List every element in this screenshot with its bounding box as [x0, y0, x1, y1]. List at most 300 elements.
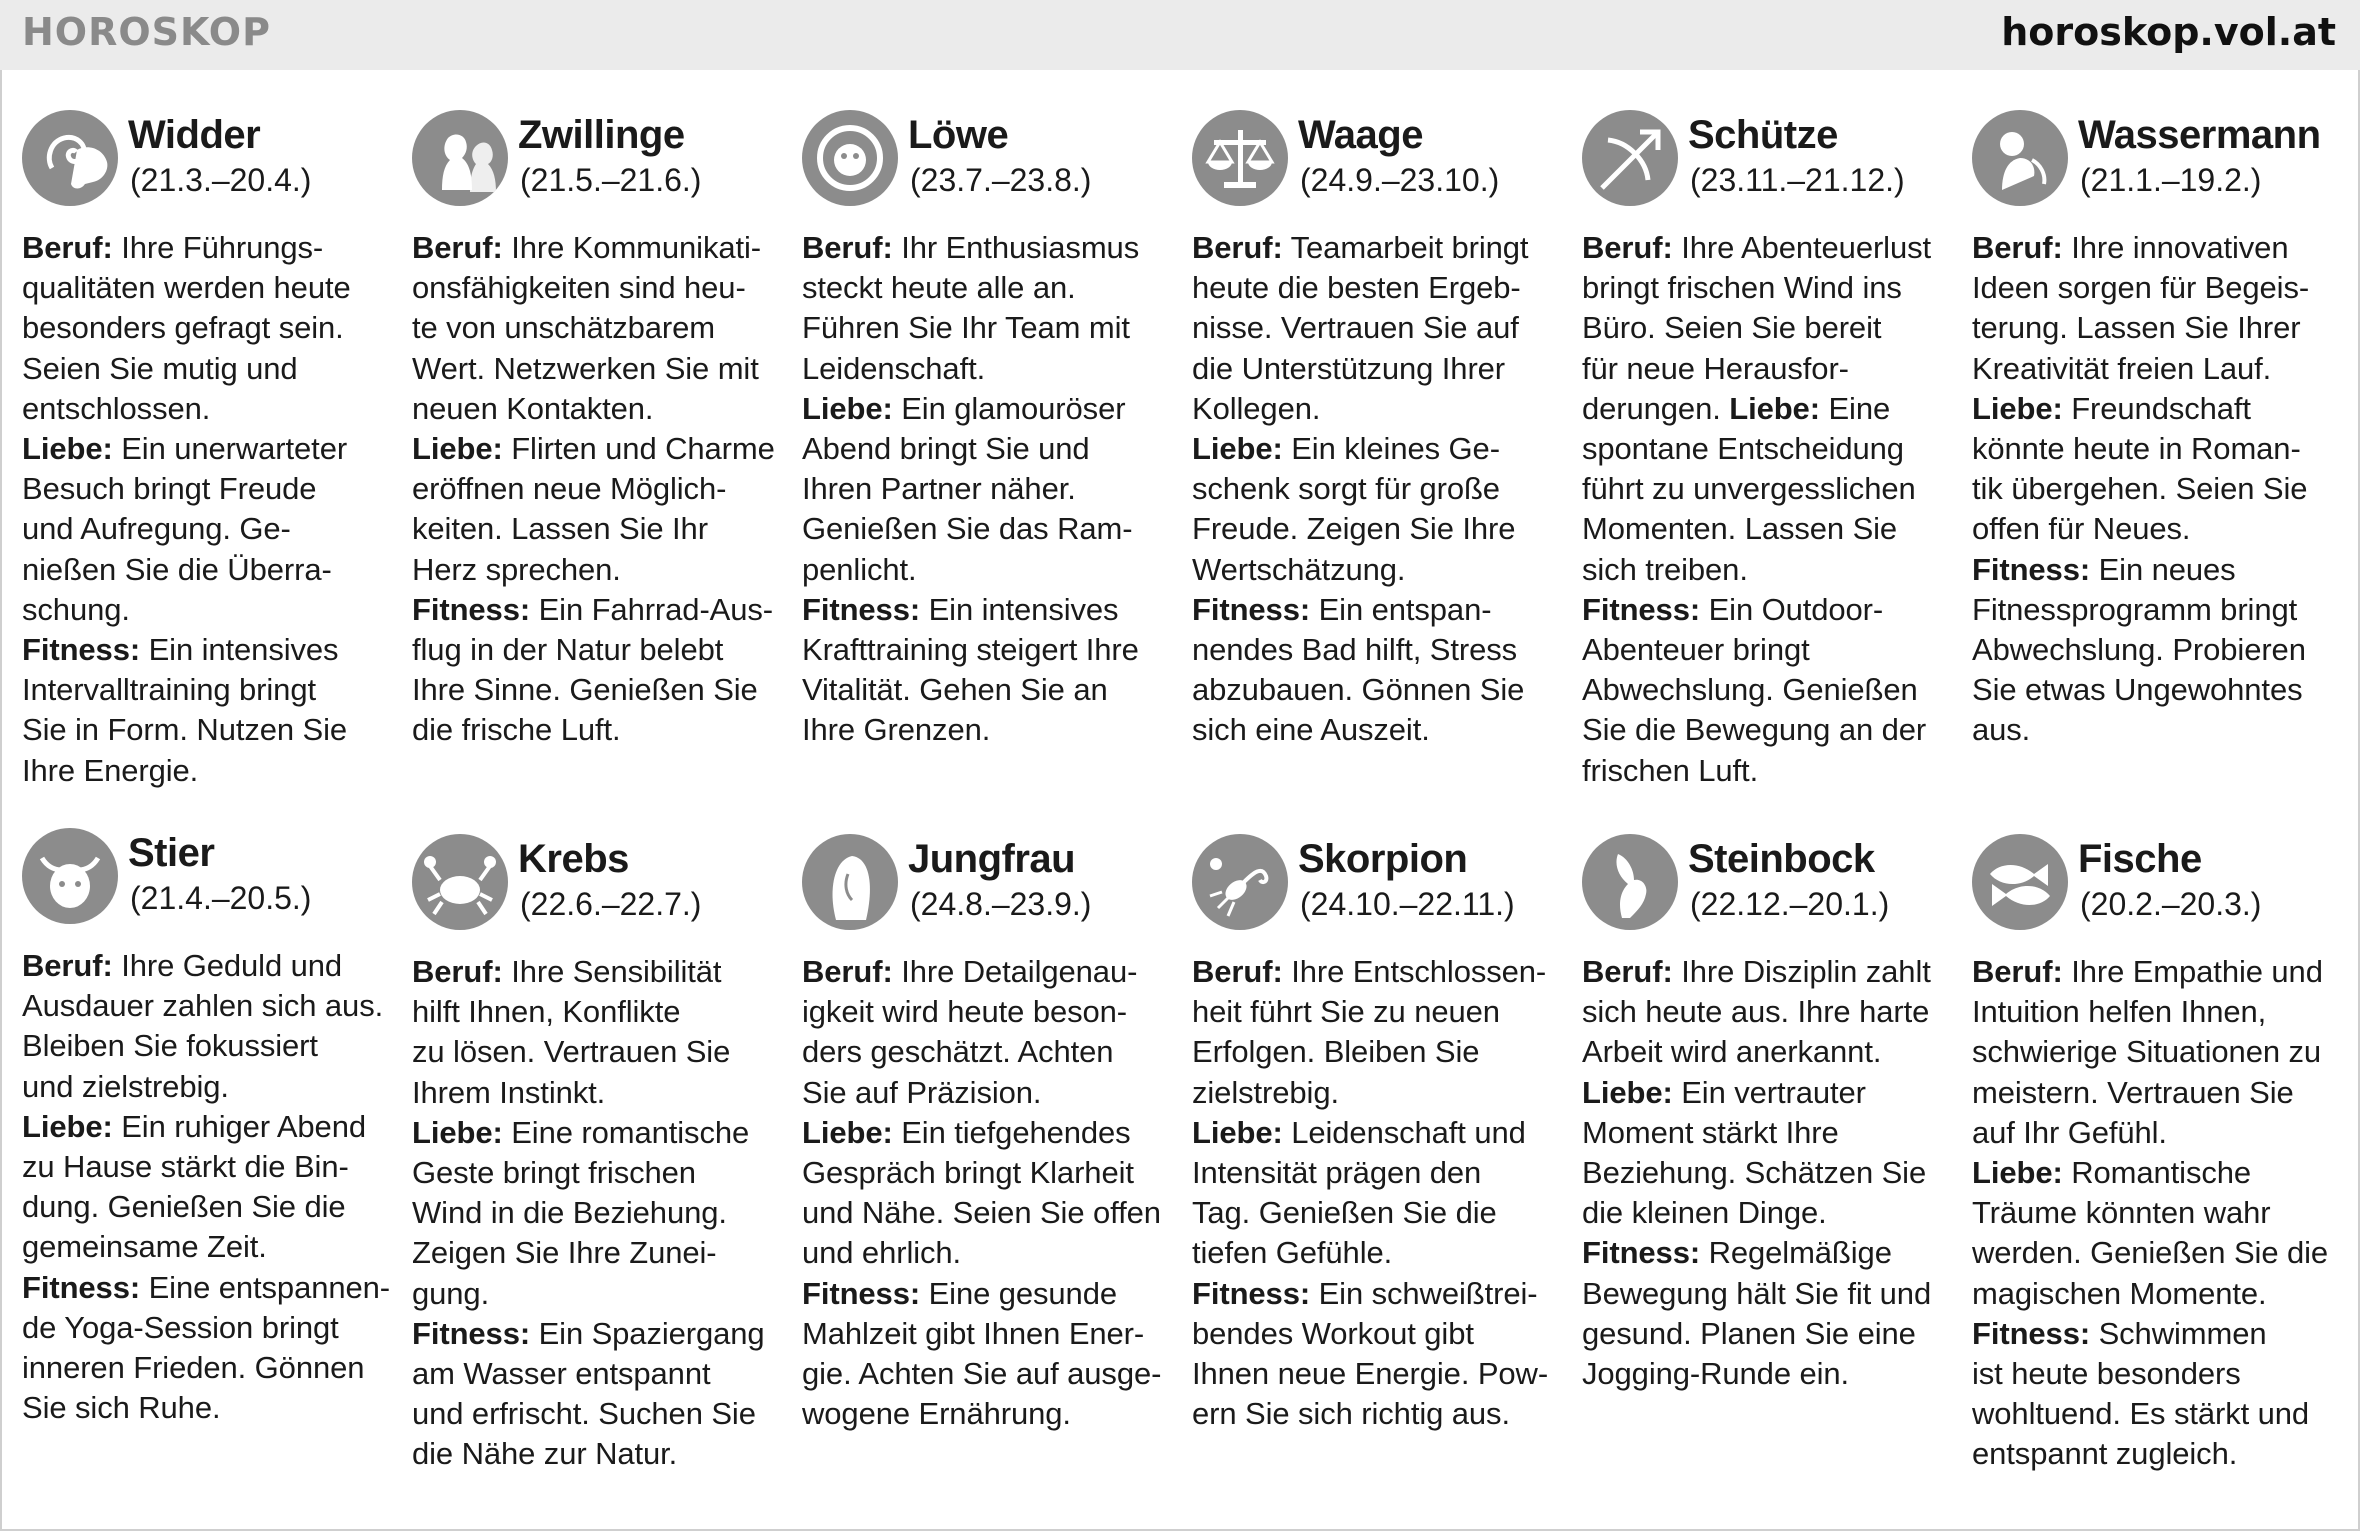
- text-segment: nisse. Vertrauen Sie auf: [1192, 310, 1519, 346]
- text-line: [412, 952, 782, 992]
- text-line: [802, 1032, 1172, 1072]
- text-segment: Leidenschaft.: [802, 350, 986, 386]
- text-line: [1972, 1153, 2342, 1193]
- text-line: [802, 550, 1172, 590]
- archer-icon: [1582, 110, 1678, 206]
- text-segment: Herz sprechen.: [412, 551, 621, 587]
- text-line: [1972, 1434, 2342, 1474]
- text-line: [22, 1067, 392, 1107]
- sign-name: Wassermann: [2078, 113, 2321, 157]
- text-line: [1972, 1354, 2342, 1394]
- text-segment: Ein tiefgehendes: [892, 1114, 1131, 1150]
- text-segment: Ihren Partner näher.: [802, 471, 1076, 507]
- text-line: [802, 590, 1172, 630]
- text-segment: qualitäten werden heute: [22, 270, 351, 306]
- text-segment: Moment stärkt Ihre: [1582, 1114, 1839, 1150]
- sign-dates: (24.10.–22.11.): [1300, 886, 1515, 922]
- text-segment: gie. Achten Sie auf ausge-: [802, 1356, 1162, 1392]
- text-segment: am Wasser entspannt: [412, 1356, 711, 1392]
- text-line: [412, 469, 782, 509]
- text-segment: Ihre Abenteuerlust: [1672, 230, 1932, 265]
- text-line: [1582, 710, 1952, 750]
- sign-dates: (24.9.–23.10.): [1300, 162, 1500, 198]
- sign-text: [22, 946, 392, 1428]
- text-segment: Erfolgen. Bleiben Sie: [1192, 1034, 1480, 1070]
- text-segment: Ein intensives: [140, 632, 339, 668]
- sign-text: [802, 952, 1172, 1434]
- text-line: [802, 630, 1172, 670]
- text-segment: tiefen Gefühle.: [1192, 1235, 1393, 1271]
- text-line: [412, 670, 782, 710]
- text-segment: Geste bringt frischen: [412, 1155, 696, 1191]
- text-segment: frischen Luft.: [1582, 752, 1759, 788]
- text-segment: Intuition helfen Ihnen,: [1972, 994, 2267, 1030]
- text-segment: abzubauen. Gönnen Sie: [1192, 672, 1525, 708]
- text-line: [22, 228, 392, 268]
- text-segment: Ein neues: [2090, 551, 2236, 587]
- text-line: [1972, 710, 2342, 750]
- text-segment: Ihr Enthusiasmus: [892, 230, 1140, 265]
- sign-text: [1582, 228, 1952, 791]
- category-label: Liebe:: [412, 1114, 503, 1150]
- text-line: [1582, 1274, 1952, 1314]
- text-line: [1972, 590, 2342, 630]
- text-segment: Besuch bringt Freude: [22, 471, 317, 507]
- text-segment: Seien Sie mutig und: [22, 350, 298, 386]
- text-segment: könnte heute in Roman-: [1972, 431, 2301, 467]
- text-segment: ist heute besonders: [1972, 1356, 2241, 1392]
- text-line: [22, 1388, 392, 1428]
- text-segment: Flirten und Charme: [502, 431, 775, 467]
- text-line: [412, 992, 782, 1032]
- category-label: Liebe:: [802, 390, 893, 426]
- sign-name: Zwillinge: [518, 113, 685, 157]
- text-segment: Ihre Grenzen.: [802, 712, 991, 748]
- category-label: Liebe:: [412, 431, 503, 467]
- sign-name: Steinbock: [1688, 837, 1875, 881]
- text-line: [1192, 308, 1562, 348]
- text-segment: Beziehung. Schätzen Sie: [1582, 1155, 1927, 1191]
- text-line: [22, 1187, 392, 1227]
- text-segment: Ihre Führungs-: [112, 230, 324, 265]
- text-segment: gesund. Planen Sie eine: [1582, 1315, 1916, 1351]
- text-line: [412, 228, 782, 268]
- text-line: [1972, 1032, 2342, 1072]
- sign-dates: (21.5.–21.6.): [520, 162, 702, 198]
- text-line: [22, 1026, 392, 1066]
- text-line: [1582, 469, 1952, 509]
- text-line: [412, 389, 782, 429]
- text-segment: Tag. Genießen Sie die: [1192, 1195, 1497, 1231]
- text-segment: te von unschätzbarem: [412, 310, 716, 346]
- text-line: [1972, 1314, 2342, 1354]
- text-line: [22, 751, 392, 791]
- text-line: [802, 1073, 1172, 1113]
- text-line: [1582, 308, 1952, 348]
- text-segment: Freundschaft: [2062, 390, 2251, 426]
- text-segment: eröffnen neue Möglich-: [412, 471, 727, 507]
- text-segment: Ihre innovativen: [2062, 230, 2289, 265]
- text-line: [1972, 630, 2342, 670]
- text-line: [1192, 389, 1562, 429]
- text-segment: Abend bringt Sie und: [802, 431, 1090, 467]
- category-label: Fitness:: [1972, 551, 2091, 587]
- text-line: [22, 1348, 392, 1388]
- category-label: Fitness:: [412, 1315, 531, 1351]
- text-segment: onsfähigkeiten sind heu-: [412, 270, 746, 306]
- text-segment: Eine gesunde: [920, 1275, 1117, 1311]
- text-line: [1192, 1354, 1562, 1394]
- category-label: Beruf:: [1972, 954, 2063, 989]
- text-line: [1582, 429, 1952, 469]
- category-label: Beruf:: [1972, 230, 2063, 265]
- category-label: Liebe:: [1729, 390, 1820, 426]
- text-line: [802, 1274, 1172, 1314]
- text-line: [22, 590, 392, 630]
- text-segment: wohltuend. Es stärkt und: [1972, 1396, 2310, 1432]
- text-segment: und ehrlich.: [802, 1235, 962, 1271]
- text-segment: Ausdauer zahlen sich aus.: [22, 988, 384, 1024]
- text-segment: tik übergehen. Seien Sie: [1972, 471, 2308, 507]
- sign-dates: (21.3.–20.4.): [130, 162, 312, 198]
- text-line: [412, 1032, 782, 1072]
- text-line: [1192, 228, 1562, 268]
- text-segment: Sie sich Ruhe.: [22, 1390, 221, 1426]
- text-segment: gung.: [412, 1275, 490, 1311]
- text-line: [1192, 1314, 1562, 1354]
- text-segment: werden. Genießen Sie die: [1972, 1235, 2329, 1271]
- text-segment: Romantische: [2062, 1155, 2252, 1191]
- text-line: [1972, 952, 2342, 992]
- text-segment: besonders gefragt sein.: [22, 310, 344, 346]
- category-label: Fitness:: [412, 591, 531, 627]
- text-line: [802, 710, 1172, 750]
- text-line: [412, 308, 782, 348]
- text-segment: Ein kleines Ge-: [1282, 431, 1500, 467]
- text-line: [802, 1113, 1172, 1153]
- text-line: [1582, 228, 1952, 268]
- twins-icon: [412, 110, 508, 206]
- text-segment: penlicht.: [802, 551, 917, 587]
- text-line: [1192, 429, 1562, 469]
- text-line: [412, 509, 782, 549]
- sign-name: Waage: [1298, 113, 1423, 157]
- crab-icon: [412, 834, 508, 930]
- category-label: Beruf:: [1582, 954, 1673, 989]
- text-segment: und erfrischt. Suchen Sie: [412, 1396, 756, 1432]
- text-segment: Krafttraining steigert Ihre: [802, 632, 1139, 668]
- text-line: [412, 268, 782, 308]
- text-segment: Fitnessprogramm bringt: [1972, 591, 2298, 627]
- sign-name: Widder: [128, 113, 261, 157]
- text-segment: entspannt zugleich.: [1972, 1436, 2238, 1472]
- text-segment: zu lösen. Vertrauen Sie: [412, 1034, 731, 1070]
- text-line: [1582, 630, 1952, 670]
- category-label: Fitness:: [802, 1275, 921, 1311]
- category-label: Fitness:: [802, 591, 921, 627]
- text-line: [22, 946, 392, 986]
- text-line: [1972, 509, 2342, 549]
- text-line: [802, 429, 1172, 469]
- text-segment: keiten. Lassen Sie Ihr: [412, 511, 708, 547]
- sign-text: [1972, 228, 2342, 751]
- text-line: [412, 1434, 782, 1474]
- category-label: Fitness:: [22, 1269, 141, 1305]
- text-segment: Ihre Sensibilität: [502, 954, 722, 989]
- category-label: Beruf:: [412, 954, 503, 989]
- text-segment: ern Sie sich richtig aus.: [1192, 1396, 1510, 1432]
- text-segment: Sie auf Präzision.: [802, 1074, 1042, 1110]
- text-segment: Ein Outdoor-: [1700, 591, 1884, 627]
- text-line: [1972, 670, 2342, 710]
- text-line: [802, 992, 1172, 1032]
- text-segment: Leidenschaft und: [1282, 1114, 1526, 1150]
- text-line: [22, 670, 392, 710]
- sign-dates: (20.2.–20.3.): [2080, 886, 2262, 922]
- sign-name: Fische: [2078, 837, 2202, 881]
- text-segment: die Unterstützung Ihrer: [1192, 350, 1506, 386]
- text-line: [1582, 670, 1952, 710]
- text-line: [22, 1268, 392, 1308]
- text-line: [22, 469, 392, 509]
- category-label: Beruf:: [802, 954, 893, 989]
- text-segment: Ihre Energie.: [22, 752, 199, 788]
- text-segment: Teamarbeit bringt: [1282, 230, 1529, 265]
- text-line: [1582, 1354, 1952, 1394]
- text-segment: Regelmäßige: [1700, 1235, 1892, 1271]
- sign-text: [1972, 952, 2342, 1475]
- text-line: [1192, 1032, 1562, 1072]
- text-segment: wogene Ernährung.: [802, 1396, 1071, 1432]
- text-line: [1192, 952, 1562, 992]
- category-label: Liebe:: [1972, 390, 2063, 426]
- text-segment: Genießen Sie das Ram-: [802, 511, 1133, 547]
- text-segment: Ihre Entschlossen-: [1282, 954, 1547, 989]
- text-line: [1582, 1073, 1952, 1113]
- text-segment: Intervalltraining bringt: [22, 672, 316, 708]
- sign-name: Stier: [128, 831, 215, 875]
- category-label: Beruf:: [22, 948, 113, 983]
- text-segment: Ideen sorgen für Begeis-: [1972, 270, 2310, 306]
- text-line: [1192, 590, 1562, 630]
- text-segment: und Aufregung. Ge-: [22, 511, 291, 547]
- text-segment: ders geschätzt. Achten: [802, 1034, 1114, 1070]
- text-line: [22, 308, 392, 348]
- category-label: Fitness:: [1582, 1235, 1701, 1271]
- water-bearer-icon: [1972, 110, 2068, 206]
- text-segment: Intensität prägen den: [1192, 1155, 1482, 1191]
- text-line: [1582, 550, 1952, 590]
- text-line: [802, 1233, 1172, 1273]
- text-segment: Wind in die Beziehung.: [412, 1195, 727, 1231]
- text-line: [1972, 1113, 2342, 1153]
- category-label: Liebe:: [802, 1114, 893, 1150]
- text-segment: schenk sorgt für große: [1192, 471, 1500, 507]
- text-segment: Ihre Disziplin zahlt: [1672, 954, 1931, 989]
- text-line: [1582, 389, 1952, 429]
- sign-dates: (24.8.–23.9.): [910, 886, 1092, 922]
- text-line: [802, 308, 1172, 348]
- text-segment: aus.: [1972, 712, 2031, 748]
- sign-name: Krebs: [518, 837, 629, 881]
- category-label: Liebe:: [22, 1108, 113, 1144]
- text-line: [1192, 469, 1562, 509]
- text-line: [802, 1193, 1172, 1233]
- text-segment: führt zu unvergesslichen: [1582, 471, 1916, 507]
- text-line: [1192, 268, 1562, 308]
- text-line: [802, 349, 1172, 389]
- text-segment: die frische Luft.: [412, 712, 621, 748]
- text-segment: Eine romantische: [502, 1114, 750, 1150]
- text-line: [1192, 992, 1562, 1032]
- text-line: [1582, 952, 1952, 992]
- sign-dates: (23.7.–23.8.): [910, 162, 1092, 198]
- text-segment: Jogging-Runde ein.: [1582, 1356, 1850, 1392]
- sign-name: Jungfrau: [908, 837, 1076, 881]
- text-line: [1972, 349, 2342, 389]
- text-line: [22, 389, 392, 429]
- text-line: [22, 1227, 392, 1267]
- text-line: [22, 268, 392, 308]
- text-line: [1582, 1193, 1952, 1233]
- sign-text: [1192, 952, 1562, 1434]
- text-line: [1582, 1153, 1952, 1193]
- text-segment: Eine entspannen-: [140, 1269, 390, 1305]
- text-segment: meistern. Vertrauen Sie: [1972, 1074, 2294, 1110]
- text-line: [1972, 228, 2342, 268]
- text-segment: Ein glamouröser: [892, 390, 1126, 426]
- text-segment: und zielstrebig.: [22, 1068, 229, 1104]
- text-segment: Ein Spaziergang: [530, 1315, 765, 1351]
- text-line: [1192, 670, 1562, 710]
- sign-name: Skorpion: [1298, 837, 1468, 881]
- text-segment: heit führt Sie zu neuen: [1192, 994, 1500, 1030]
- sign-text: [802, 228, 1172, 751]
- text-segment: Ein schweißtrei-: [1310, 1275, 1538, 1311]
- category-label: Beruf:: [1582, 230, 1673, 265]
- category-label: Beruf:: [1192, 954, 1283, 989]
- category-label: Liebe:: [22, 431, 113, 467]
- category-label: Liebe:: [1192, 431, 1283, 467]
- text-segment: Schwimmen: [2090, 1315, 2267, 1351]
- text-line: [412, 1394, 782, 1434]
- text-line: [1582, 1032, 1952, 1072]
- text-line: [412, 1153, 782, 1193]
- text-line: [412, 349, 782, 389]
- text-segment: entschlossen.: [22, 390, 211, 426]
- text-segment: bendes Workout gibt: [1192, 1315, 1474, 1351]
- text-line: [22, 630, 392, 670]
- sign-text: [412, 228, 782, 751]
- text-line: [1192, 630, 1562, 670]
- text-line: [802, 670, 1172, 710]
- text-segment: de Yoga-Session bringt: [22, 1309, 339, 1345]
- text-segment: Ein intensives: [920, 591, 1119, 627]
- text-line: [412, 1113, 782, 1153]
- text-line: [802, 268, 1172, 308]
- text-segment: Abwechslung. Genießen: [1582, 672, 1918, 708]
- text-line: [802, 389, 1172, 429]
- text-line: [1582, 349, 1952, 389]
- text-segment: Ein vertrauter: [1672, 1074, 1866, 1110]
- sign-name: Löwe: [908, 113, 1009, 157]
- text-segment: Abwechslung. Probieren: [1972, 632, 2306, 668]
- text-segment: Ihrem Instinkt.: [412, 1074, 606, 1110]
- text-line: [412, 590, 782, 630]
- text-line: [802, 1394, 1172, 1434]
- category-label: Fitness:: [1972, 1315, 2091, 1351]
- text-line: [1192, 509, 1562, 549]
- ram-icon: [22, 110, 118, 206]
- sign-text: [1582, 952, 1952, 1394]
- text-line: [802, 469, 1172, 509]
- text-line: [1582, 590, 1952, 630]
- text-line: [1972, 429, 2342, 469]
- text-line: [22, 349, 392, 389]
- text-segment: die Nähe zur Natur.: [412, 1436, 678, 1472]
- text-line: [802, 1314, 1172, 1354]
- text-segment: nendes Bad hilft, Stress: [1192, 632, 1518, 668]
- text-line: [1192, 1113, 1562, 1153]
- sign-text: [412, 952, 782, 1475]
- section-title: HOROSKOP: [22, 10, 271, 54]
- text-line: [1972, 389, 2342, 429]
- category-label: Beruf:: [802, 230, 893, 265]
- text-line: [412, 429, 782, 469]
- text-line: [22, 986, 392, 1026]
- text-line: [802, 228, 1172, 268]
- text-segment: gemeinsame Zeit.: [22, 1229, 267, 1265]
- text-line: [1582, 1113, 1952, 1153]
- site-url[interactable]: horoskop.vol.at: [2001, 10, 2336, 54]
- text-line: [412, 1233, 782, 1273]
- sign-text: [22, 228, 392, 791]
- text-segment: schwierige Situationen zu: [1972, 1034, 2322, 1070]
- text-segment: magischen Momente.: [1972, 1275, 2267, 1311]
- text-line: [412, 1274, 782, 1314]
- text-line: [412, 1193, 782, 1233]
- sign-dates: (23.11.–21.12.): [1690, 162, 1905, 198]
- text-segment: auf Ihr Gefühl.: [1972, 1114, 2167, 1150]
- text-segment: heute die besten Ergeb-: [1192, 270, 1521, 306]
- text-segment: Ein Fahrrad-Aus-: [530, 591, 774, 627]
- text-line: [22, 509, 392, 549]
- text-line: [1972, 268, 2342, 308]
- text-segment: derungen.: [1582, 390, 1730, 426]
- text-line: [1192, 1073, 1562, 1113]
- text-segment: spontane Entscheidung: [1582, 431, 1904, 467]
- category-label: Fitness:: [1192, 591, 1311, 627]
- text-line: [1972, 469, 2342, 509]
- text-segment: Kollegen.: [1192, 390, 1321, 426]
- text-segment: inneren Frieden. Gönnen: [22, 1350, 365, 1386]
- text-line: [1972, 1274, 2342, 1314]
- text-line: [802, 1354, 1172, 1394]
- text-line: [1192, 550, 1562, 590]
- category-label: Beruf:: [412, 230, 503, 265]
- category-label: Liebe:: [1582, 1074, 1673, 1110]
- text-line: [22, 1107, 392, 1147]
- text-line: [412, 550, 782, 590]
- text-line: [1192, 1394, 1562, 1434]
- text-line: [1192, 1153, 1562, 1193]
- text-line: [412, 1354, 782, 1394]
- text-segment: Wert. Netzwerken Sie mit: [412, 350, 759, 386]
- sign-text: [1192, 228, 1562, 751]
- category-label: Liebe:: [1192, 1114, 1283, 1150]
- text-line: [1192, 1274, 1562, 1314]
- text-segment: Zeigen Sie Ihre Zunei-: [412, 1235, 717, 1271]
